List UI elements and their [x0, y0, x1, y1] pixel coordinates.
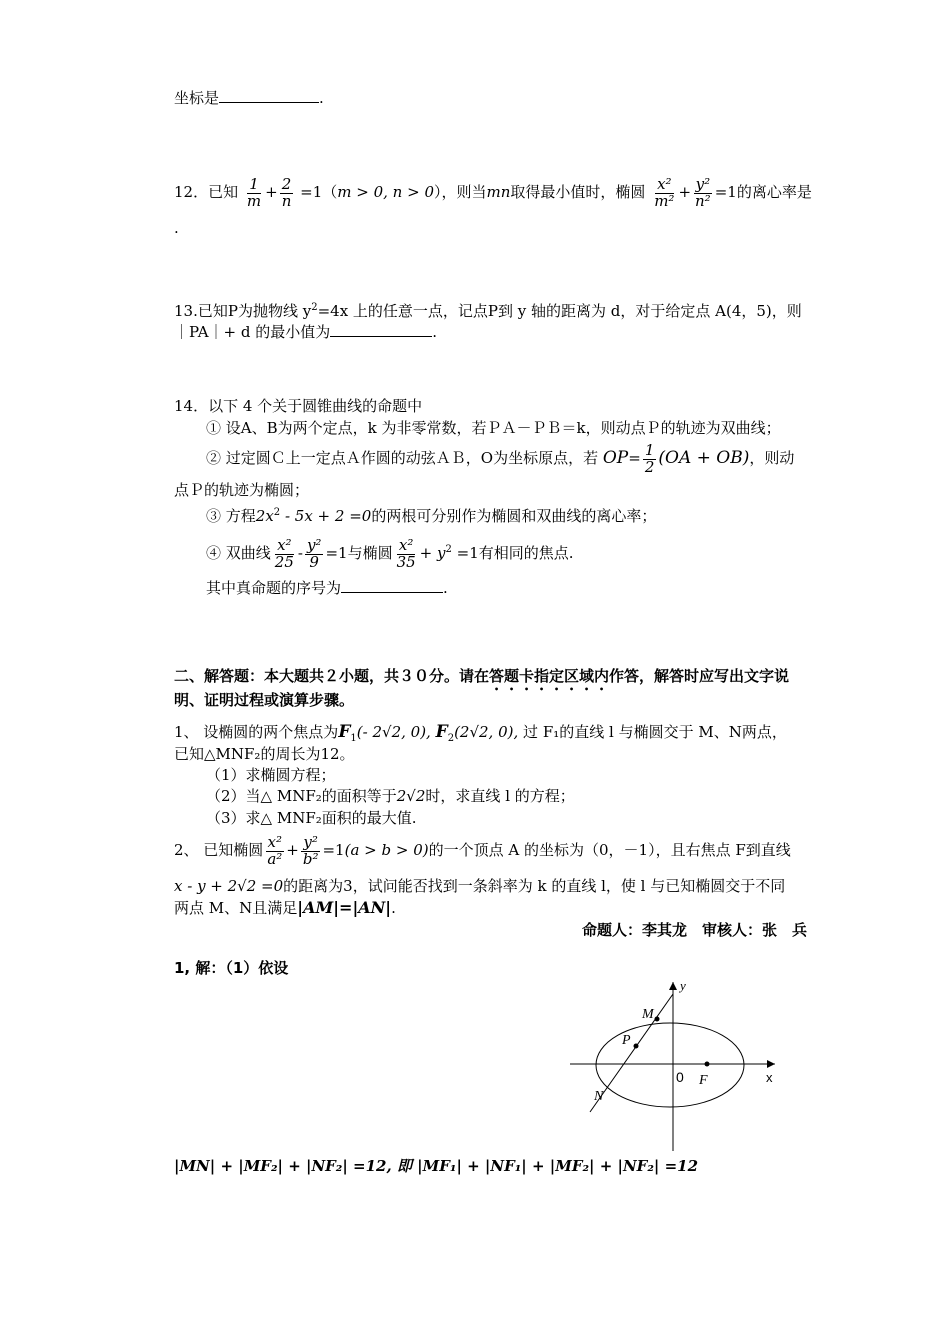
- label-origin: 0: [676, 1069, 684, 1085]
- p2-abs: |AM|=|AN|: [297, 898, 392, 917]
- section2-a: 二、解答题：本大题共２小题，共３０分。请在: [174, 667, 490, 685]
- fraction-y2-over-9: [305, 535, 324, 571]
- q14-item3: ③ 方程$2x^2 - 5x + 2 =0$的两根可分别作为椭圆和双曲线的离心率；: [206, 507, 657, 525]
- label-f: F: [699, 1073, 708, 1088]
- p1-sub2-b: 时，求直线 l 的方程；: [425, 787, 575, 805]
- q12-dot: [174, 218, 179, 238]
- frac-num: x²: [277, 535, 292, 554]
- p1-f2: F: [435, 722, 448, 742]
- p1-sub3: [206, 808, 417, 828]
- q14-title: [174, 396, 422, 416]
- section2-c: 明、证明过程或演算步骤。: [174, 691, 355, 709]
- q14-item4-c: =1有相同的焦点.: [451, 544, 574, 562]
- label-x: x: [766, 1070, 773, 1085]
- fraction-1-over-m: [245, 174, 263, 210]
- p2-line1: 2、 已知椭圆 $\frac{\text{x²}}{\text{a²}}$ + $\frac{\text{y²}}{\text{b²}}$ =1(a > b > 0)的一个顶点 A 的坐标为（0，－1），且右焦点 F到直线: [174, 832, 791, 868]
- q14-answer: [206, 578, 448, 598]
- frac-den: b²: [302, 849, 319, 868]
- q14-eq-2x: 2x: [255, 507, 274, 525]
- q12-condition: m > 0, n > 0: [337, 183, 434, 201]
- x-axis-arrow: [767, 1060, 775, 1068]
- p2-eq: =1: [322, 841, 345, 859]
- q13-body: =4x 上的任意一点，记点P到 y 轴的距离为 d，对于给定点 A(4，5)，则: [317, 302, 802, 320]
- p1-sub1: [206, 765, 336, 785]
- p1-f1-value: (- 2√2, 0),: [356, 723, 431, 741]
- p1-sub1-text: （1）求椭圆方程；: [206, 766, 336, 784]
- q14-item2: [206, 436, 794, 480]
- q14-item1-text: ① 设A、B为两个定点，k 为非零常数，若ＰＡ－ＰＢ＝k，则动点Ｐ的轨迹为双曲线；: [206, 419, 781, 437]
- point-f: [705, 1062, 710, 1067]
- p2-end: .: [391, 899, 396, 917]
- q11-tail-line: [174, 88, 324, 108]
- section2-header-cont: [174, 690, 354, 710]
- q14-item2-cont: [174, 480, 309, 500]
- q14-item3-b: 的两根可分别作为椭圆和双曲线的离心率；: [371, 507, 657, 525]
- p1-f2-value: (2√2, 0),: [454, 723, 519, 741]
- frac-den: m²: [654, 191, 675, 210]
- p2-line-eq: x - y + 2√2 =0: [174, 877, 284, 895]
- frac-den: m: [246, 191, 262, 210]
- authors-text: 命题人：李其龙 审核人：张 兵: [582, 921, 808, 939]
- answer-blank: [219, 88, 319, 103]
- frac-num: 1: [644, 440, 655, 459]
- p2-e: 两点 M、N且满足: [174, 899, 298, 917]
- q14-eq: =: [628, 449, 641, 467]
- q11-end: .: [319, 89, 324, 107]
- y-axis-arrow: [669, 982, 677, 990]
- label-n: N: [594, 1089, 604, 1104]
- frac-num: 2: [281, 174, 292, 193]
- q14-item1: [206, 418, 781, 438]
- frac-num: x²: [657, 174, 672, 193]
- solution-equation-text: |MN| + |MF₂| + |NF₂| =12, 即 |MF₁| + |NF₁| + |MF₂| + |NF₂| =12: [174, 1157, 699, 1175]
- p2-line2: [174, 876, 785, 896]
- section2-emph: 答题卡指定区域内: [489, 667, 610, 685]
- frac-den: 9: [309, 552, 319, 571]
- fraction-2-over-n: [280, 174, 294, 210]
- q14-op: OP: [602, 448, 629, 468]
- q14-title-text: 14．以下 4 个关于圆锥曲线的命题中: [174, 397, 423, 415]
- p2-d: 的距离为3，试问能否找到一条斜率为 k 的直线 l，使 l 与已知椭圆交于不同: [283, 877, 786, 895]
- q13-ask: ｜PA｜+ d 的最小值为: [174, 323, 331, 341]
- q12-line: 12．已知 $\frac{1}{m}$ + $\frac{2}{n}$ =1（m > 0, n > 0），则当mn取得最小值时，椭圆 $\frac{\text{x²}}{\text{m²}}$ + $\frac{\text{y²}}{\text{n²}}$ =1的离心率是: [174, 174, 812, 210]
- label-y: y: [680, 978, 686, 993]
- q12-when: ），则当: [433, 183, 487, 201]
- label-m: M: [642, 1007, 654, 1022]
- q14-vec-sum: (OA + OB): [658, 448, 750, 468]
- q14-item4-a: ④ 双曲线: [206, 544, 271, 562]
- label-p: P: [622, 1033, 631, 1048]
- q14-item2-c: 点Ｐ的轨迹为椭圆；: [174, 481, 310, 499]
- fraction-x2-over-m2: [652, 174, 676, 210]
- p1-sub2-a: （2）当△ MNF₂的面积等于: [206, 787, 397, 805]
- p2-condition: (a > b > 0): [344, 841, 429, 859]
- frac-num: y²: [306, 535, 322, 554]
- authors: [582, 920, 807, 940]
- fraction-y2-over-n2: [693, 174, 713, 210]
- q13-line1: 13.已知P为抛物线 $y^2=4x$ 上的任意一点，记点P到 y 轴的距离为 d，对于给定点 A(4，5)，则: [174, 302, 802, 320]
- p1-line2: [174, 744, 355, 764]
- p2-a: 2、 已知椭圆: [174, 841, 264, 859]
- p2-c: 的一个顶点 A 的坐标为（0，－1），且右焦点 F到直线: [428, 841, 791, 859]
- fraction-x2-over-25: [273, 535, 296, 571]
- q12-prefix: 12．已知: [174, 183, 239, 201]
- section2-b: 作答，解答时应写出文字说: [609, 667, 790, 685]
- frac-num: x²: [398, 535, 414, 554]
- point-p: [634, 1044, 639, 1049]
- p1-c: 已知△MNF₂的周长为12。: [174, 745, 355, 763]
- frac-den: a²: [267, 849, 283, 868]
- frac-den: n²: [695, 191, 711, 210]
- solution-title-text: 1, 解：（1）依设: [174, 959, 289, 977]
- q12-eq: =1（: [300, 183, 338, 201]
- frac-den: 2: [644, 457, 655, 476]
- p1-sub3-text: （3）求△ MNF₂面积的最大值.: [206, 809, 417, 827]
- q14-eq-rest: - 5x + 2 =0: [280, 507, 372, 525]
- q11-text: 坐标是: [174, 89, 220, 107]
- ellipse-figure: [560, 976, 790, 1156]
- q14-end: .: [443, 579, 448, 597]
- q12-mn: mn: [486, 183, 511, 201]
- fraction-y2-over-b2: [301, 832, 321, 868]
- fraction-one-half: [643, 440, 657, 476]
- q14-item2-a: ② 过定圆Ｃ上一定点Ａ作圆的动弦ＡＢ，O为坐标原点，若: [206, 449, 599, 467]
- fraction-x2-over-a2: [265, 832, 284, 868]
- frac-num: 1: [249, 174, 259, 193]
- p1-f1: F: [338, 722, 351, 742]
- q13-end: .: [432, 323, 438, 341]
- frac-num: x²: [267, 832, 283, 851]
- solution-title: [174, 958, 288, 978]
- solution-equation: [174, 1156, 698, 1176]
- q14-item2-b: ，则动: [749, 449, 795, 467]
- p1-b: 过 F₁的直线 l 与椭圆交于 M、N两点，: [523, 723, 787, 741]
- ellipse-curve: [596, 1023, 744, 1107]
- frac-den: 25: [274, 552, 294, 571]
- q14-plus-y: + y: [419, 544, 446, 562]
- answer-blank: [330, 322, 432, 337]
- q14-minus: -: [297, 544, 303, 562]
- p1-sub2-value: 2√2: [396, 787, 426, 805]
- p2-line3: [174, 898, 396, 918]
- frac-num: y²: [303, 832, 318, 851]
- fraction-x2-over-35: [395, 535, 418, 571]
- p1-sub2: [206, 786, 575, 806]
- frac-num: y²: [695, 174, 711, 193]
- p1-line1: 1、 设椭圆的两个焦点为$F_1(-$ 2√2, 0), $F_2(2√2$, 0), 过 F₁的直线 l 与椭圆交于 M、N两点，: [174, 722, 787, 744]
- q14-item4: ④ 双曲线 $\frac{\text{x²}}{25}$ - $\frac{\text{y²}}{9}$ =1与椭圆 $\frac{\text{x²}}{35}$ + $y^2 =1$有相同的焦点.: [206, 535, 574, 571]
- q14-answer-text: 其中真命题的序号为: [206, 579, 342, 597]
- q12-dot-text: .: [174, 219, 179, 237]
- q13-prefix: 13.已知P为抛物线 y: [174, 302, 312, 320]
- q14-item4-b: =1与椭圆: [325, 544, 393, 562]
- frac-den: n: [281, 191, 292, 210]
- q12-ecc: =1的离心率是: [714, 183, 812, 201]
- p1-a: 1、 设椭圆的两个焦点为: [174, 723, 339, 741]
- answer-blank: [341, 578, 443, 593]
- point-m: [655, 1017, 660, 1022]
- q13-line2: [174, 322, 437, 342]
- q14-item3-a: ③ 方程: [206, 507, 256, 525]
- q12-min: 取得最小值时，椭圆: [510, 183, 646, 201]
- frac-den: 35: [396, 552, 416, 571]
